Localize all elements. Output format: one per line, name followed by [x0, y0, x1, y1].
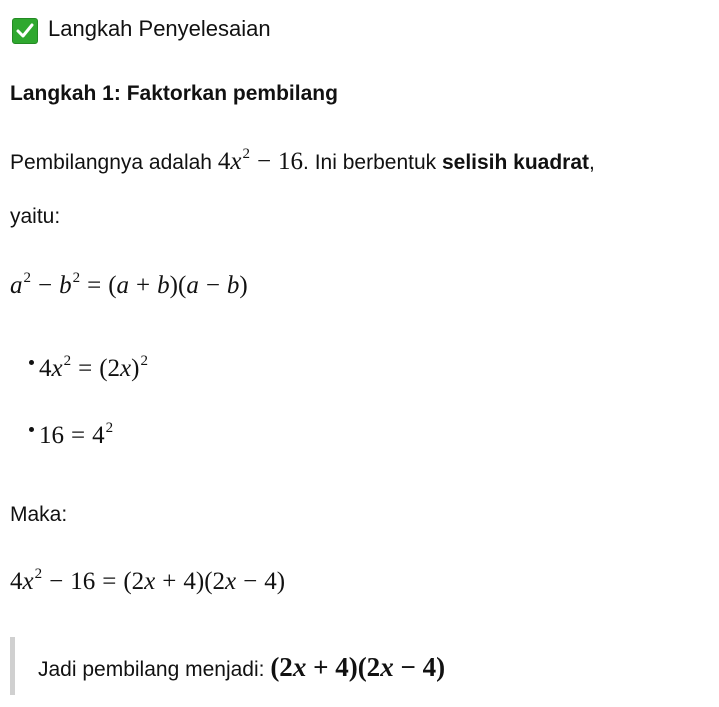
- intro-line2: yaitu:: [10, 205, 61, 228]
- intro-suffix: ,: [589, 151, 595, 174]
- maka-label: Maka:: [10, 503, 68, 526]
- check-icon: [12, 18, 38, 44]
- step-title: Langkah 1: Faktorkan pembilang: [10, 82, 338, 105]
- intro-prefix: Pembilangnya adalah: [10, 151, 218, 174]
- bullet-item-2: $16 = 4^2$: [39, 420, 114, 449]
- result-equation: $4x^2 - 16 = (2x + 4)(2x - 4)$: [10, 566, 286, 595]
- intro-paragraph: [10, 148, 595, 176]
- quote-text: [38, 652, 445, 683]
- bullet-dot: [29, 360, 34, 365]
- bullet-item-1: $4x^2 = (2x)^2$: [39, 353, 148, 382]
- quote-bar: [10, 637, 15, 695]
- intro-expression: $4x^2 - 16$: [217, 146, 304, 175]
- bullet-dot: [29, 427, 34, 432]
- intro-mid: . Ini berbentuk: [303, 151, 442, 174]
- quote-expression: (2x + 4)(2x − 4): [270, 652, 446, 682]
- intro-bold: selisih kuadrat: [441, 151, 590, 174]
- section-title: Langkah Penyelesaian: [48, 16, 271, 41]
- quote-prefix: Jadi pembilang menjadi:: [38, 658, 271, 681]
- identity-equation: $a^2 - b^2 = (a + b)(a - b)$: [10, 270, 248, 299]
